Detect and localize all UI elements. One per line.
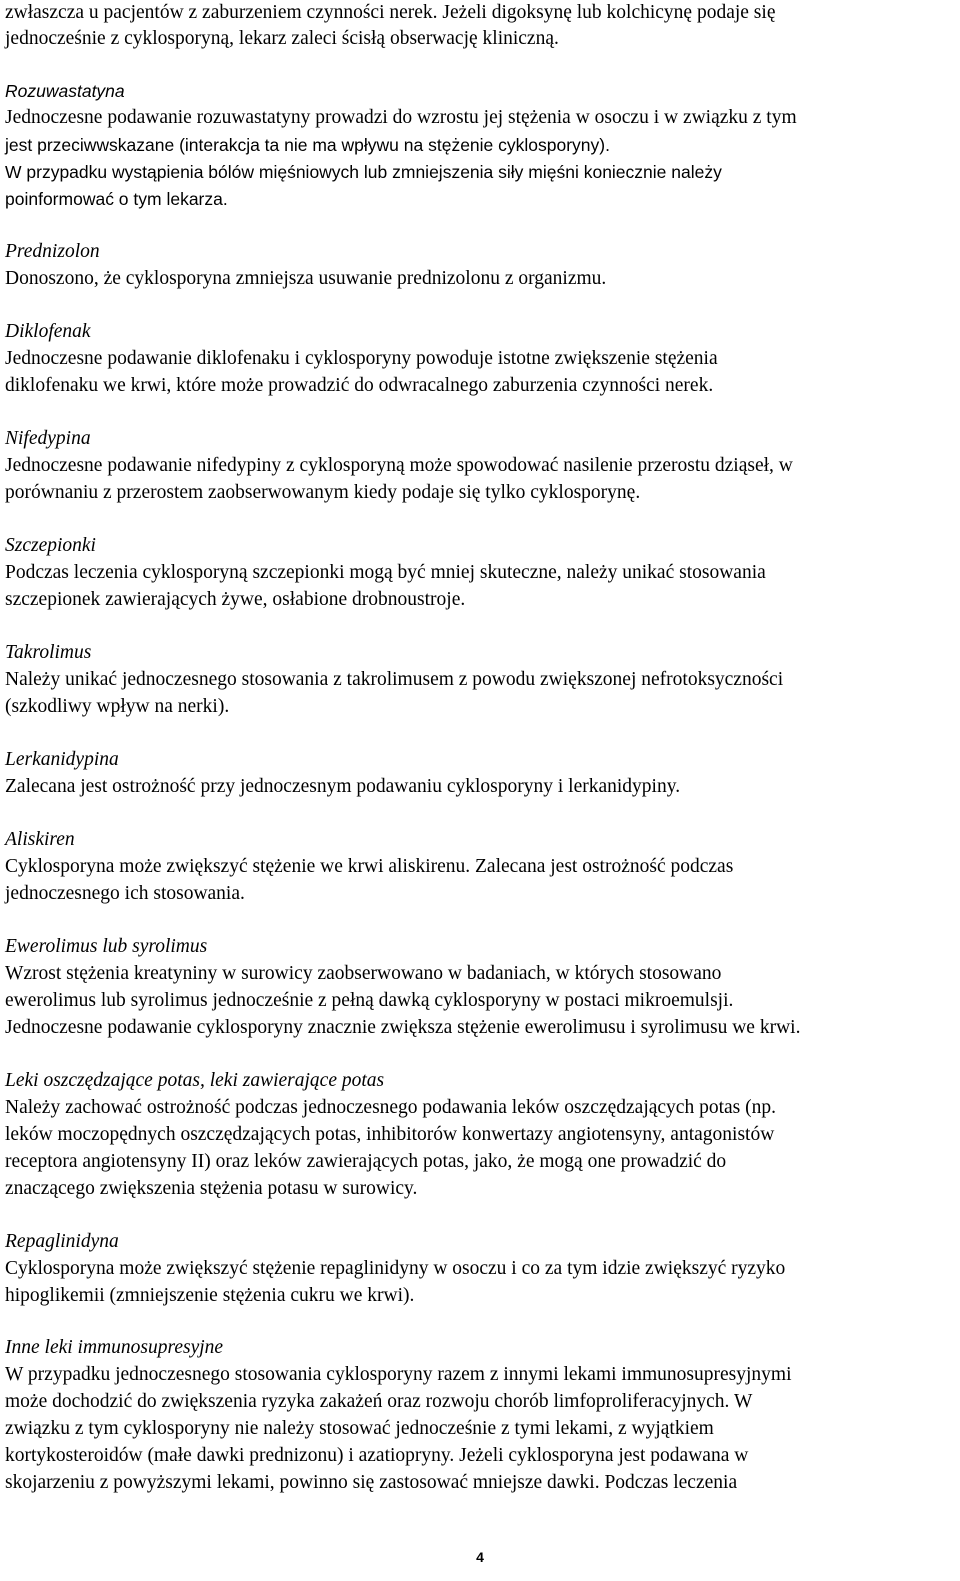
- section-line: Należy unikać jednoczesnego stosowania z takrolimusem z powodu zwiększonej nefrotoksyczności: [5, 669, 784, 690]
- section-line: Jednoczesne podawanie rozuwastatyny prowadzi do wzrostu jej stężenia w osoczu i w związku z tym: [5, 107, 797, 128]
- intro-line: jednocześnie z cyklosporyną, lekarz zaleci ścisłą obserwację kliniczną.: [5, 28, 559, 49]
- section-line: Jednoczesne podawanie cyklosporyny znacznie zwiększa stężenie ewerolimusu i syrolimusu we krwi.: [5, 1017, 801, 1038]
- section-line: szczepionek zawierających żywe, osłabione drobnoustroje.: [5, 589, 466, 610]
- section-line: porównaniu z przerostem zaobserwowanym kiedy podaje się tylko cyklosporynę.: [5, 482, 641, 503]
- section-line: diklofenaku we krwi, które może prowadzić do odwracalnego zaburzenia czynności nerek.: [5, 375, 714, 396]
- section-heading-lerkanidypina: Lerkanidypina: [5, 749, 119, 770]
- section-line: receptora angiotensyny II) oraz leków zawierających potas, jako, że mogą one prowadzić do: [5, 1151, 727, 1172]
- section-heading-aliskiren: Aliskiren: [5, 829, 75, 850]
- section-line: Jednoczesne podawanie diklofenaku i cyklosporyny powoduje istotne zwiększenie stężenia: [5, 348, 718, 369]
- section-line: Podczas leczenia cyklosporyną szczepionki mogą być mniej skuteczne, należy unikać stosowania: [5, 562, 766, 583]
- section-line: kortykosteroidów (małe dawki prednizonu) i azatiopryny. Jeżeli cyklosporyna jest podawana w: [5, 1445, 749, 1466]
- section-line: W przypadku wystąpienia bólów mięśniowych lub zmniejszenia siły mięśni koniecznie należy: [5, 162, 722, 182]
- section-line: Jednoczesne podawanie nifedypiny z cyklosporyną może spowodować nasilenie przerostu dziąseł, w: [5, 455, 793, 476]
- section-line: jest przeciwwskazane (interakcja ta nie ma wpływu na stężenie cyklosporyny).: [5, 135, 610, 155]
- section-line: poinformować o tym lekarza.: [5, 189, 228, 209]
- section-line: hipoglikemii (zmniejszenie stężenia cukru we krwi).: [5, 1285, 415, 1306]
- intro-line: zwłaszcza u pacjentów z zaburzeniem czynności nerek. Jeżeli digoksynę lub kolchicynę podaje się: [5, 2, 776, 23]
- section-heading-potas: Leki oszczędzające potas, leki zawierające potas: [5, 1070, 385, 1091]
- section-line: Donoszono, że cyklosporyna zmniejsza usuwanie prednizolonu z organizmu.: [5, 268, 607, 289]
- section-line: może dochodzić do zwiększenia ryzyka zakażeń oraz rozwoju chorób limfoproliferacyjnych. W: [5, 1391, 753, 1412]
- section-line: Cyklosporyna może zwiększyć stężenie we krwi aliskirenu. Zalecana jest ostrożność podczas: [5, 856, 734, 877]
- section-heading-repaglinidyna: Repaglinidyna: [5, 1231, 119, 1252]
- section-line: leków moczopędnych oszczędzających potas, inhibitorów konwertazy angiotensyny, antagonistów: [5, 1124, 775, 1145]
- section-heading-immunosupresyjne: Inne leki immunosupresyjne: [5, 1337, 224, 1358]
- section-line: Cyklosporyna może zwiększyć stężenie repaglinidyny w osoczu i co za tym idzie zwiększyć ryzyko: [5, 1258, 786, 1279]
- section-line: ewerolimus lub syrolimus jednocześnie z pełną dawką cyklosporyny w postaci mikroemulsji.: [5, 990, 734, 1011]
- section-line: związku z tym cyklosporyny nie należy stosować jednocześnie z tymi lekami, z wyjątkiem: [5, 1418, 714, 1439]
- section-heading-nifedypina: Nifedypina: [5, 428, 91, 449]
- section-line: Należy zachować ostrożność podczas jednoczesnego podawania leków oszczędzających potas (np.: [5, 1097, 776, 1118]
- section-line: W przypadku jednoczesnego stosowania cyklosporyny razem z innymi lekami immunosupresyjnymi: [5, 1364, 792, 1385]
- section-heading-szczepionki: Szczepionki: [5, 535, 96, 556]
- section-heading-prednizolon: Prednizolon: [5, 241, 100, 262]
- section-line: jednoczesnego ich stosowania.: [5, 883, 245, 904]
- section-heading-diklofenak: Diklofenak: [5, 321, 91, 342]
- section-line: Wzrost stężenia kreatyniny w surowicy zaobserwowano w badaniach, w których stosowano: [5, 963, 722, 984]
- section-line: Zalecana jest ostrożność przy jednoczesnym podawaniu cyklosporyny i lerkanidypiny.: [5, 776, 681, 797]
- section-heading-rozuwastatyna: Rozuwastatyna: [5, 81, 125, 101]
- page-number: 4: [476, 1549, 484, 1565]
- section-heading-takrolimus: Takrolimus: [5, 642, 92, 663]
- section-heading-ewerolimus: Ewerolimus lub syrolimus: [5, 936, 208, 957]
- section-line: znaczącego zwiększenia stężenia potasu w surowicy.: [5, 1178, 418, 1199]
- section-line: (szkodliwy wpływ na nerki).: [5, 696, 230, 717]
- section-line: skojarzeniu z powyższymi lekami, powinno się zastosować mniejsze dawki. Podczas leczenia: [5, 1472, 738, 1493]
